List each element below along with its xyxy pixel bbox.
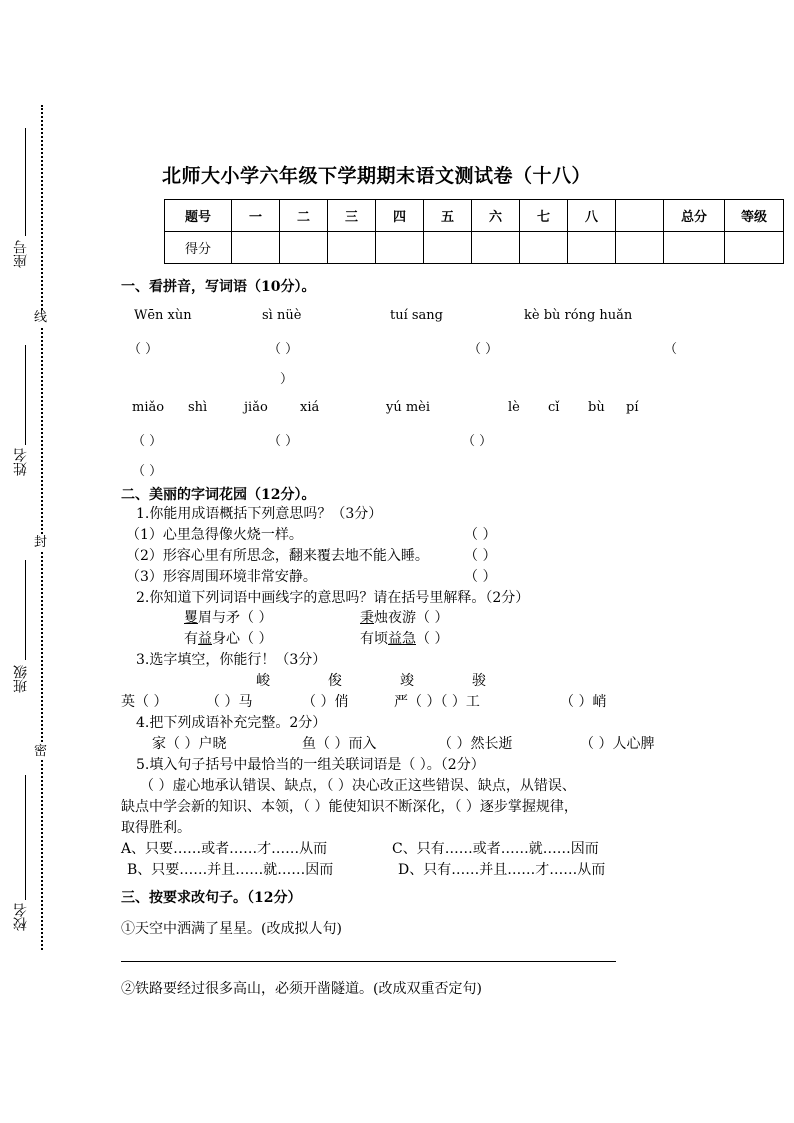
name-line [25, 345, 26, 445]
section2-heading: 二、美丽的字词花园（12分）。 [121, 487, 316, 503]
answer-blank[interactable]: （ ） [468, 342, 499, 357]
question-2: 2.你知道下列词语中画线字的意思吗？请在括号里解释。（2分） [136, 590, 530, 606]
pinyin: lè [508, 400, 520, 415]
q3-blank[interactable]: 英（ ） [121, 694, 168, 710]
score-col: 二 [280, 200, 328, 232]
answer-blank[interactable]: （ ） [462, 434, 493, 449]
q5-option-c[interactable]: C、只有……或者……就……因而 [392, 841, 599, 857]
score-col-grade: 等级 [725, 200, 784, 232]
pinyin: jiǎo [244, 400, 268, 415]
seal-char-seal: 封 [34, 535, 48, 550]
sentence-1: ①天空中洒满了星星。(改成拟人句) [121, 921, 342, 937]
q3-blank[interactable]: （ ）马 [206, 694, 253, 710]
q5-paragraph-line: （ ）虚心地承认错误、缺点，（ ）决心改正这些错误、缺点，从错误、 [140, 778, 576, 794]
score-col [616, 200, 664, 232]
pinyin: xiá [300, 400, 320, 415]
q3-char: 峻 [256, 673, 270, 689]
score-col: 一 [232, 200, 280, 232]
school-label: 校名 [13, 903, 29, 931]
seat-label: 座号 [13, 240, 29, 268]
q3-blank[interactable]: （ ）俏 [302, 694, 349, 710]
score-col: 四 [376, 200, 424, 232]
binding-dotted-line [41, 105, 43, 950]
class-label: 班级 [13, 665, 29, 693]
answer-blank[interactable]: （ ） [268, 342, 299, 357]
q1-item-text: （1）心里急得像火烧一样。 [126, 527, 303, 543]
q5-option-b[interactable]: B、只要……并且……就……因而 [127, 862, 334, 878]
q4-item[interactable]: （ ）然长逝 [438, 736, 513, 752]
answer-blank[interactable]: （ ） [132, 434, 163, 449]
score-col: 三 [328, 200, 376, 232]
score-col: 六 [472, 200, 520, 232]
question-5: 5.填入句子括号中最恰当的一组关联词语是（ ）。（2分） [136, 757, 485, 773]
score-cell[interactable] [664, 232, 725, 264]
score-col: 八 [568, 200, 616, 232]
pinyin: sì nüè [262, 308, 302, 323]
q1-item-blank[interactable]: （ ） [464, 548, 497, 564]
seat-line [25, 128, 26, 236]
q2-item: 秉烛夜游（ ） [360, 610, 449, 626]
pinyin: miǎo [132, 400, 165, 415]
score-cell[interactable] [328, 232, 376, 264]
score-col-total: 总分 [664, 200, 725, 232]
q1-item-text: （3）形容周围环境非常安静。 [126, 569, 317, 585]
pinyin: tuí sang [390, 308, 444, 323]
score-table-header-label: 题号 [165, 200, 232, 232]
q3-blank[interactable]: 严（ ）（ ）工 [394, 694, 480, 710]
score-cell[interactable] [376, 232, 424, 264]
pinyin: cǐ [548, 400, 560, 415]
score-cell[interactable] [280, 232, 328, 264]
pinyin: kè bù róng huǎn [524, 308, 633, 323]
sentence-2: ②铁路要经过很多高山，必须开凿隧道。(改成双重否定句) [121, 981, 482, 997]
score-cell[interactable] [424, 232, 472, 264]
school-line [25, 775, 26, 900]
section3-heading: 三、按要求改句子。（12分） [121, 890, 302, 906]
q3-blank[interactable]: （ ）峭 [560, 694, 607, 710]
q3-char: 竣 [400, 673, 414, 689]
q4-item[interactable]: 家（ ）户晓 [152, 736, 227, 752]
name-label: 姓名 [13, 448, 29, 476]
score-cell[interactable] [725, 232, 784, 264]
question-4: 4.把下列成语补充完整。2分） [136, 715, 327, 731]
q3-char: 骏 [472, 673, 486, 689]
score-cell[interactable] [520, 232, 568, 264]
exam-title: 北师大小学六年级下学期期末语文测试卷（十八） [162, 165, 592, 187]
answer-blank-wrap: ） [280, 372, 294, 387]
pinyin: Wēn xùn [134, 308, 192, 323]
q5-paragraph-line: 缺点中学会新的知识、本领，（ ）能使知识不断深化，（ ）逐步掌握规律， [121, 799, 578, 815]
score-row-label: 得分 [165, 232, 232, 264]
answer-blank[interactable]: （ ） [268, 434, 299, 449]
answer-blank[interactable]: （ ） [132, 464, 163, 479]
q5-paragraph-line: 取得胜利。 [121, 820, 191, 836]
pinyin: pí [626, 400, 639, 415]
section1-heading: 一、看拼音，写词语（10分）。 [121, 279, 316, 295]
seal-char-line: 线 [34, 310, 48, 325]
q4-item[interactable]: （ ）人心脾 [580, 736, 655, 752]
pinyin: yú mèi [386, 400, 431, 415]
question-1: 1.你能用成语概括下列意思吗？（3分） [136, 506, 383, 522]
answer-line[interactable] [121, 961, 616, 962]
q2-item: 矍眉与矛（ ） [184, 610, 273, 626]
q4-item[interactable]: 鱼（ ）而入 [302, 736, 377, 752]
pinyin: bù [588, 400, 605, 415]
seal-char-secret: 密 [34, 744, 48, 759]
q3-char: 俊 [328, 673, 342, 689]
question-3: 3.选字填空，你能行！（3分） [136, 652, 327, 668]
class-line [25, 560, 26, 660]
answer-blank[interactable]: （ ） [128, 342, 159, 357]
q2-item: 有顷益急（ ） [360, 631, 449, 647]
score-cell[interactable] [232, 232, 280, 264]
score-col: 七 [520, 200, 568, 232]
q1-item-blank[interactable]: （ ） [464, 527, 497, 543]
q1-item-blank[interactable]: （ ） [464, 569, 497, 585]
q1-item-text: （2）形容心里有所思念，翻来覆去地不能入睡。 [126, 548, 429, 564]
score-cell[interactable] [568, 232, 616, 264]
pinyin: shì [188, 400, 208, 415]
score-cell[interactable] [616, 232, 664, 264]
score-col: 五 [424, 200, 472, 232]
q5-option-a[interactable]: A、只要……或者……才……从而 [121, 841, 328, 857]
q2-item: 有益身心（ ） [184, 631, 273, 647]
score-cell[interactable] [472, 232, 520, 264]
score-table [164, 199, 784, 264]
q5-option-d[interactable]: D、只有……并且……才……从而 [398, 862, 606, 878]
answer-blank[interactable]: （ [664, 342, 678, 357]
